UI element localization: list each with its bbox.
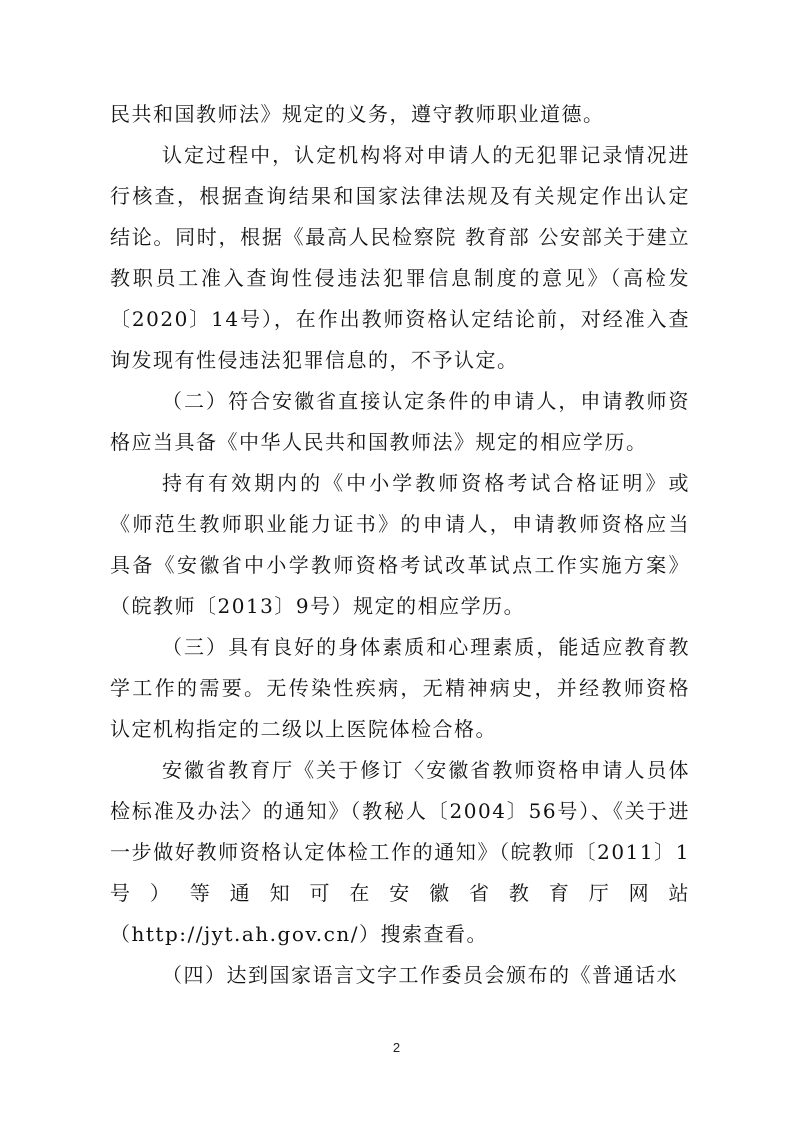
- page-number: 2: [392, 1040, 401, 1055]
- paragraph-background-check: 认定过程中，认定机构将对申请人的无犯罪记录情况进行核查，根据查询结果和国家法律法规及有关规定作出认定结论。同时，根据《最高人民检察院 教育部 公安部关于建立教职员工准入查询性侵违法犯罪信息制度的意见》（高检发〔2020〕14号），在作出教师资格认定结论前，对经准入查询发现有性侵违法犯罪信息的，不予认定。: [110, 143, 690, 372]
- paragraph-continuation: 民共和国教师法》规定的义务，遵守教师职业道德。: [110, 102, 605, 126]
- document-body: [110, 94, 690, 996]
- paragraph-health-standards: 安徽省教育厅《关于修订〈安徽省教师资格申请人员体检标准及办法〉的通知》（教秘人〔2004〕56号）、《关于进一步做好教师资格认定体检工作的通知》（皖教师〔2011〕1号）等通知可在安徽省教育厅网站（http://jyt.ah.gov.cn/）搜索查看。: [110, 758, 690, 946]
- paragraph-health-requirement: （三）具有良好的身体素质和心理素质，能适应教育教学工作的需要。无传染性疾病，无精神病史，并经教师资格认定机构指定的二级以上医院体检合格。: [110, 635, 690, 741]
- paragraph-education-requirement: （二）符合安徽省直接认定条件的申请人，申请教师资格应当具备《中华人民共和国教师法》规定的相应学历。: [110, 389, 690, 454]
- paragraph-exam-certificate: 持有有效期内的《中小学教师资格考试合格证明》或《师范生教师职业能力证书》的申请人，申请教师资格应当具备《安徽省中小学教师资格考试改革试点工作实施方案》（皖教师〔2013〕9号）规定的相应学历。: [110, 471, 690, 618]
- paragraph-mandarin-requirement: （四）达到国家语言文字工作委员会颁布的《普通话水: [162, 963, 678, 987]
